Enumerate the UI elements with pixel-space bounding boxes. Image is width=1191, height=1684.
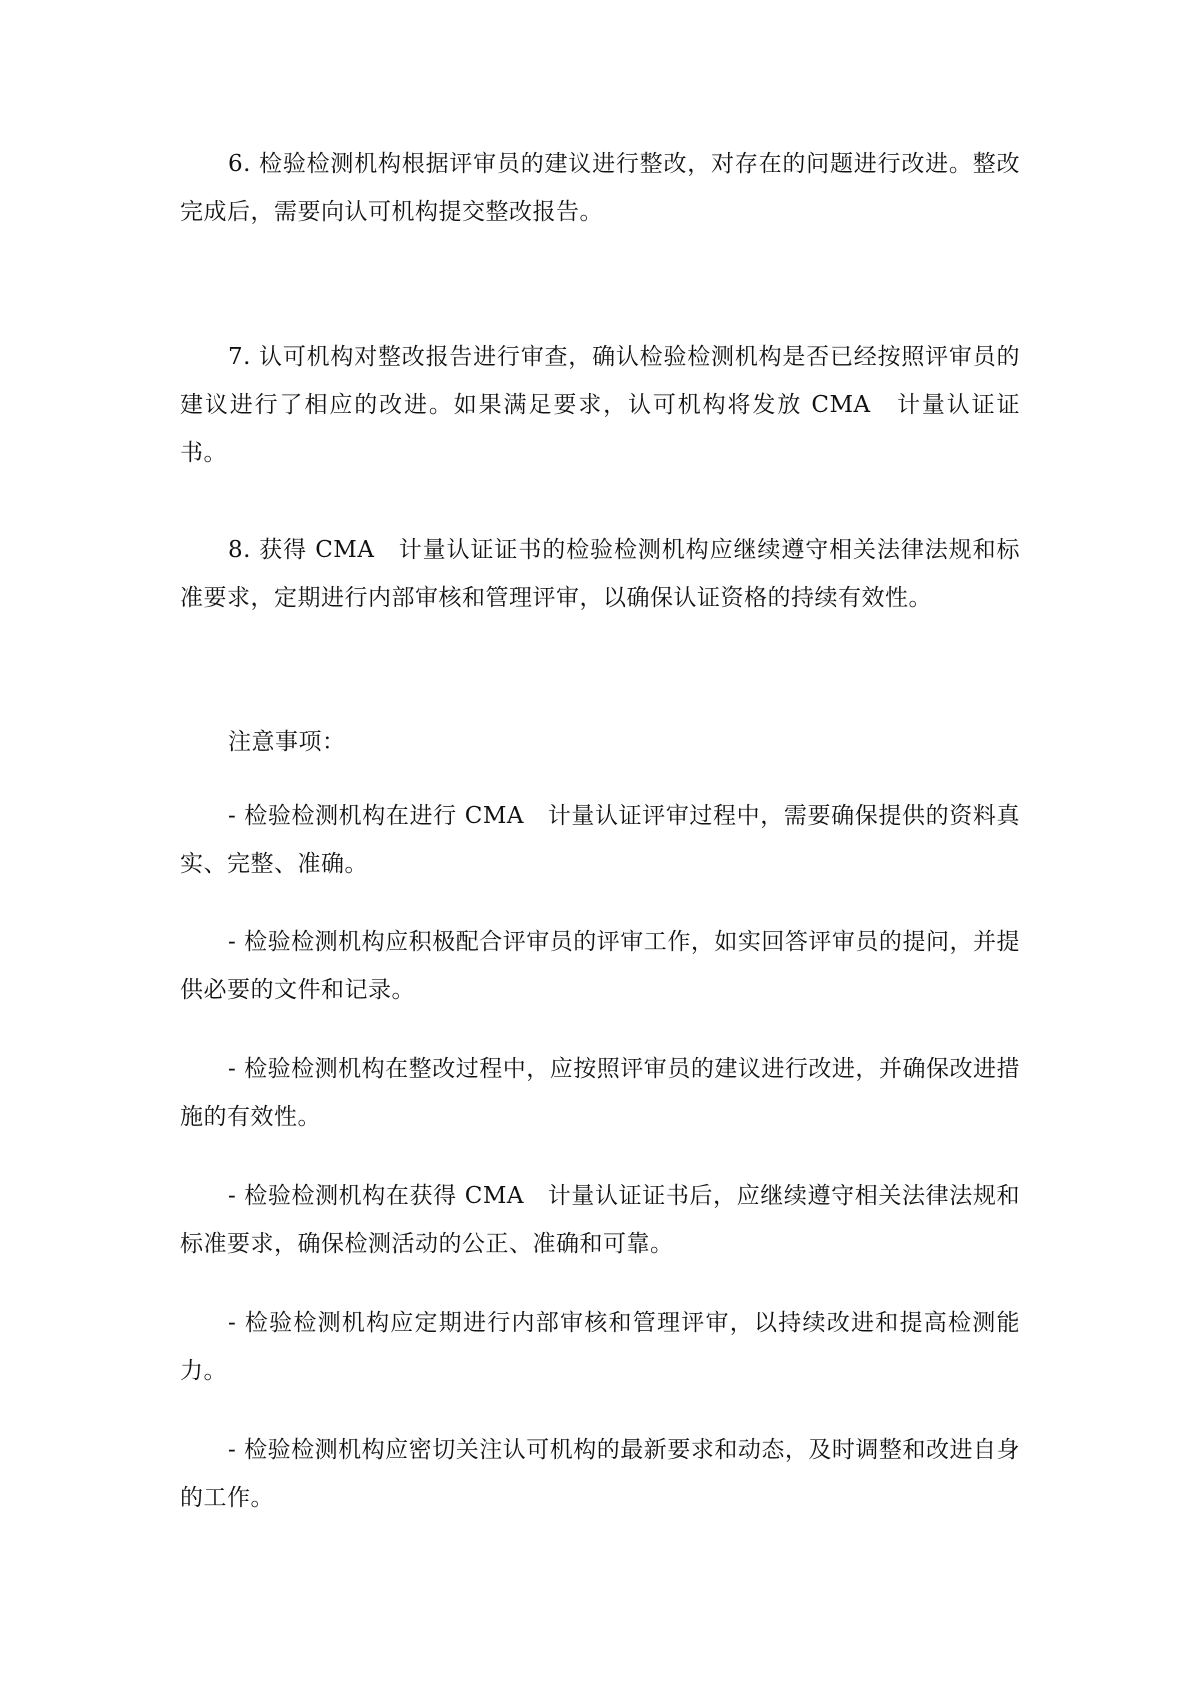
note-item: - 检验检测机构在进行 CMA 计量认证评审过程中，需要确保提供的资料真实、完整、准确。 <box>180 803 1020 877</box>
note-item: - 检验检测机构应定期进行内部审核和管理评审，以持续改进和提高检测能力。 <box>180 1310 1020 1384</box>
note-item: - 检验检测机构应积极配合评审员的评审工作，如实回答评审员的提问，并提供必要的文件和记录。 <box>180 929 1020 1003</box>
step-6-paragraph: 6. 检验检测机构根据评审员的建议进行整改，对存在的问题进行改进。整改完成后，需要向认可机构提交整改报告。 <box>180 151 1020 225</box>
note-item: - 检验检测机构应密切关注认可机构的最新要求和动态，及时调整和改进自身的工作。 <box>180 1437 1020 1511</box>
step-8-paragraph: 8. 获得 CMA 计量认证证书的检验检测机构应继续遵守相关法律法规和标准要求，定期进行内部审核和管理评审，以确保认证资格的持续有效性。 <box>180 537 1020 611</box>
note-item: - 检验检测机构在获得 CMA 计量认证证书后，应继续遵守相关法律法规和标准要求，确保检测活动的公正、准确和可靠。 <box>180 1183 1020 1257</box>
step-7-paragraph: 7. 认可机构对整改报告进行审查，确认检验检测机构是否已经按照评审员的建议进行了相应的改进。如果满足要求，认可机构将发放 CMA 计量认证证书。 <box>180 344 1020 466</box>
notes-heading: 注意事项： <box>228 729 346 755</box>
note-item: - 检验检测机构在整改过程中，应按照评审员的建议进行改进，并确保改进措施的有效性。 <box>180 1056 1020 1130</box>
